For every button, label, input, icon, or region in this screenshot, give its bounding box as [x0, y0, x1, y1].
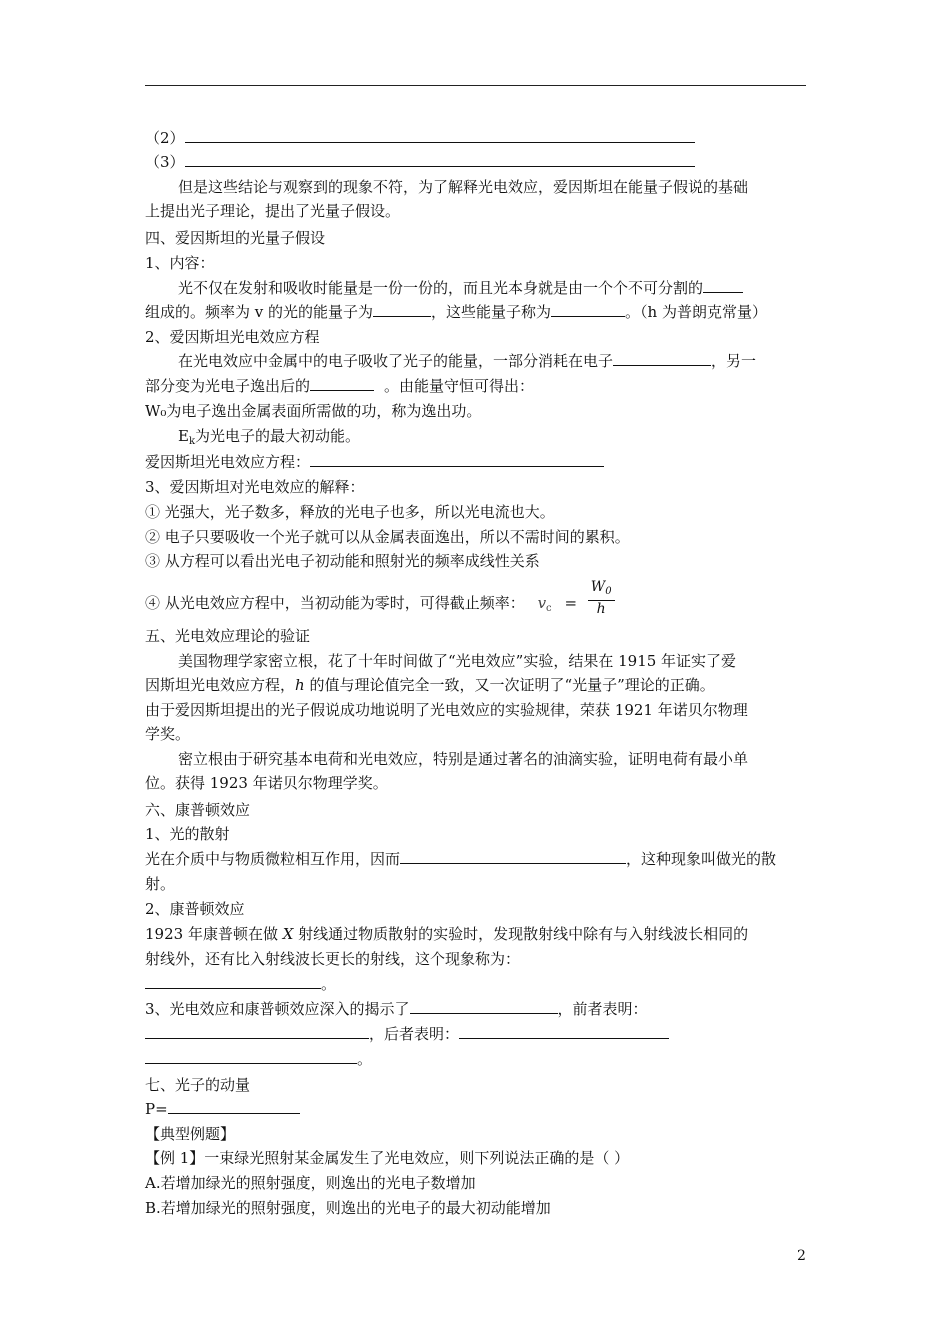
examples-heading: 【典型例题】 [145, 1125, 236, 1143]
equation-blank: 爱因斯坦光电效应方程： [145, 452, 604, 472]
subheading: 3、爱因斯坦对光电效应的解释： [145, 478, 365, 496]
paragraph: 在光电效应中金属中的电子吸收了光子的能量，一部分消耗在电子 ，另一 [178, 352, 757, 370]
paragraph: 部分变为光电子逸出后的 。由能量守恒可得出： [145, 377, 535, 395]
paragraph: 密立根由于研究基本电荷和光电效应，特别是通过著名的油滴实验，证明电荷有最小单 [178, 750, 749, 768]
list-item: ② 电子只要吸收一个光子就可以从金属表面逸出，所以不需时间的累积。 [145, 528, 630, 546]
paragraph: 光在介质中与物质微粒相互作用，因而 ，这种现象叫做光的散 [145, 850, 777, 868]
subheading: 1、内容： [145, 254, 215, 272]
paragraph: 位。获得 1923 年诺贝尔物理学奖。 [145, 774, 388, 792]
paragraph: 学奖。 [145, 725, 191, 743]
option-a: A.若增加绿光的照射强度，则逸出的光电子数增加 [145, 1174, 476, 1192]
section-heading-7: 七、光子的动量 [145, 1076, 251, 1094]
blank-line-3: （3） [145, 152, 695, 172]
paragraph: 3、光电效应和康普顿效应深入的揭示了 ，前者表明： [145, 1000, 648, 1018]
section-heading-6: 六、康普顿效应 [145, 801, 251, 819]
subheading: 2、爱因斯坦光电效应方程 [145, 328, 320, 346]
blank-line-2: （2） [145, 128, 695, 148]
header-rule [145, 85, 806, 86]
answer-blank: 。 [145, 974, 336, 994]
answer-blank: 。 [145, 1049, 372, 1069]
paragraph: 但是这些结论与观察到的现象不符，为了解释光电效应，爱因斯坦在能量子假说的基础 [178, 178, 749, 196]
paragraph: 射线外，还有比入射线波长更长的射线，这个现象称为： [145, 950, 521, 968]
list-item: ① 光强大，光子数多，释放的光电子也多，所以光电流也大。 [145, 503, 555, 521]
paragraph: W₀为电子逸出金属表面所需做的功，称为逸出功。 [145, 402, 482, 420]
example-question: 【例 1】一束绿光照射某金属发生了光电效应，则下列说法正确的是（ ） [145, 1149, 630, 1167]
paragraph: 因斯坦光电效应方程，h 的值与理论值完全一致，又一次证明了“光量子”理论的正确。 [145, 676, 715, 694]
paragraph: $E_k$为光电子的最大初动能。 [178, 427, 361, 447]
paragraph: 1923 年康普顿在做 X 射线通过物质散射的实验时，发现散射线中除有与入射线波长相同的 [145, 925, 749, 943]
paragraph: 美国物理学家密立根，花了十年时间做了“光电效应”实验，结果在 1915 年证实了爱 [178, 652, 737, 670]
page-number: 2 [797, 1248, 806, 1264]
option-b: B.若增加绿光的照射强度，则逸出的光电子的最大初动能增加 [145, 1199, 551, 1217]
section-heading-4: 四、爱因斯坦的光量子假设 [145, 229, 326, 247]
paragraph: 射。 [145, 875, 176, 893]
list-item: ④ 从光电效应方程中，当初动能为零时，可得截止频率： $v_c$ = $\frac{W_0}{h}$ [145, 585, 615, 623]
paragraph: 组成的。频率为 v 的光的能量子为 ，这些能量子称为 。（h 为普朗克常量） [145, 303, 767, 321]
paragraph: 上提出光子理论，提出了光量子假设。 [145, 202, 401, 220]
momentum-blank: P= [145, 1099, 300, 1119]
paragraph: 光不仅在发射和吸收时能量是一份一份的，而且光本身就是由一个个不可分割的 [178, 278, 743, 298]
subheading: 1、光的散射 [145, 825, 230, 843]
paragraph: ，后者表明： [145, 1024, 669, 1044]
cutoff-frequency-fraction: $\frac{W_0}{h}$ [588, 579, 615, 617]
subheading: 2、康普顿效应 [145, 900, 245, 918]
list-item: ③ 从方程可以看出光电子初动能和照射光的频率成线性关系 [145, 552, 540, 570]
paragraph: 由于爱因斯坦提出的光子假说成功地说明了光电效应的实验规律，荣获 1921 年诺贝尔物理 [145, 701, 748, 719]
section-heading-5: 五、光电效应理论的验证 [145, 627, 311, 645]
